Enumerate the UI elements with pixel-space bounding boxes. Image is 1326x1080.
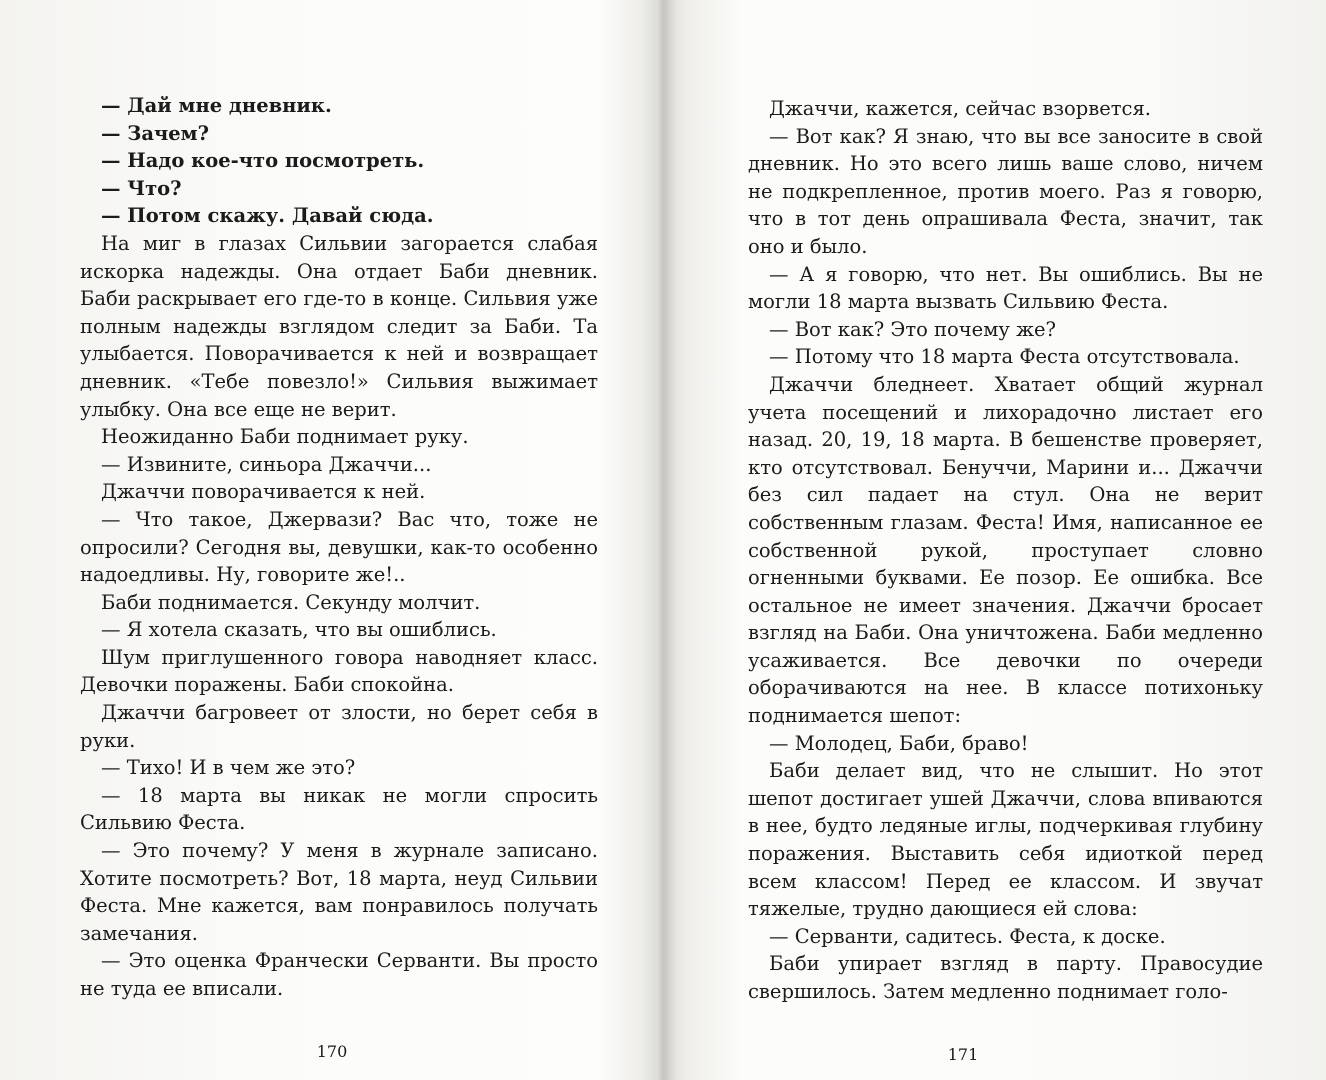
paragraph: — Потом скажу. Давай сюда. — [101, 204, 434, 228]
paragraph: Баби делает вид, что не слышит. Но этот шепот достигает ушей Джаччи, слова впиваются в нее, будто ледяные иглы, подчеркивая глубину поражения. Выставить себя идиоткой перед всем классом! Перед ее классом. И звучат тяжелые, трудно дающиеся ей слова: — [748, 759, 1263, 921]
paragraph: Джаччи бледнеет. Хватает общий журнал учета посещений и лихорадочно листает его назад. 20, 19, 18 марта. В бешенстве проверяет, кто отсутствовал. Бенуччи, Марини и... Джаччи без сил падает на стул. Она не верит собственным глазам. Феста! Имя, написанное ее собственной рукой, проступает словно огненными буквами. Ее позор. Ее ошибка. Все остальное не имеет значения. Джаччи бросает взгляд на Баби. Она уничтожена. Баби медленно усаживается. Все девочки по очереди оборачиваются на нее. В классе потихоньку поднимается шепот: — [748, 372, 1263, 728]
paragraph: — Что? — [101, 176, 182, 200]
paragraph: — Я хотела сказать, что вы ошиблись. — [101, 618, 497, 642]
paragraph: — Молодец, Баби, браво! — [769, 731, 1029, 755]
right-page-text — [748, 95, 1263, 1006]
left-page-text — [80, 92, 598, 1003]
right-page — [663, 0, 1326, 1080]
paragraph: — Серванти, садитесь. Феста, к доске. — [769, 924, 1166, 948]
page-number: 170 — [316, 1042, 348, 1061]
paragraph: — Дай мне дневник. — [101, 94, 332, 117]
paragraph: — Что такое, Джервази? Вас что, тоже не опросили? Сегодня вы, девушки, как-то особенно надоедливы. Ну, говорите же!.. — [80, 507, 598, 587]
paragraph: — Извините, синьора Джаччи... — [101, 452, 432, 476]
paragraph: Баби упирает взгляд в парту. Правосудие свершилось. Затем медленно поднимает голо- — [748, 952, 1263, 1003]
paragraph: На миг в глазах Сильвии загорается слабая искорка надежды. Она отдает Баби дневник. Баби раскрывает его где-то в конце. Сильвия уже полным надежды взглядом следит за Баби. Та улыбается. Поворачивается к ней и возвращает дневник. «Тебе повезло!» Сильвия выжимает улыбку. Она все еще не верит. — [80, 231, 598, 421]
paragraph: — 18 марта вы никак не могли спросить Сильвию Феста. — [80, 783, 598, 835]
paragraph: Джаччи поворачивается к ней. — [101, 480, 426, 504]
paragraph: — Надо кое-что посмотреть. — [101, 149, 425, 173]
paragraph: — Вот как? Я знаю, что вы все заносите в свой дневник. Но это всего лишь ваше слово, ничем не подкрепленное, против моего. Раз я говорю, что в тот день опрашивала Феста, значит, так оно и было. — [748, 124, 1263, 258]
paragraph: Баби поднимается. Секунду молчит. — [101, 590, 481, 614]
paragraph: Джаччи, кажется, сейчас взорвется. — [769, 97, 1151, 120]
paragraph: — А я говорю, что нет. Вы ошиблись. Вы не могли 18 марта вызвать Сильвию Феста. — [748, 262, 1263, 314]
paragraph: Неожиданно Баби поднимает руку. — [101, 425, 469, 449]
paragraph: — Тихо! И в чем же это? — [101, 756, 356, 780]
paragraph: — Вот как? Это почему же? — [769, 317, 1056, 341]
page-number: 171 — [947, 1045, 979, 1064]
paragraph: — Потому что 18 марта Феста отсутствовала. — [769, 345, 1240, 369]
paragraph: — Это почему? У меня в журнале записано. Хотите посмотреть? Вот, 18 марта, неуд Сильвии Феста. Мне кажется, вам понравилось получать замечания. — [80, 839, 598, 945]
paragraph: — Это оценка Франчески Серванти. Вы просто не туда ее вписали. — [80, 949, 598, 1000]
paragraph: Джаччи багровеет от злости, но берет себя в руки. — [80, 701, 598, 752]
paragraph: — Зачем? — [101, 121, 210, 145]
paragraph: Шум приглушенного говора наводняет класс. Девочки поражены. Баби спокойна. — [80, 645, 598, 697]
